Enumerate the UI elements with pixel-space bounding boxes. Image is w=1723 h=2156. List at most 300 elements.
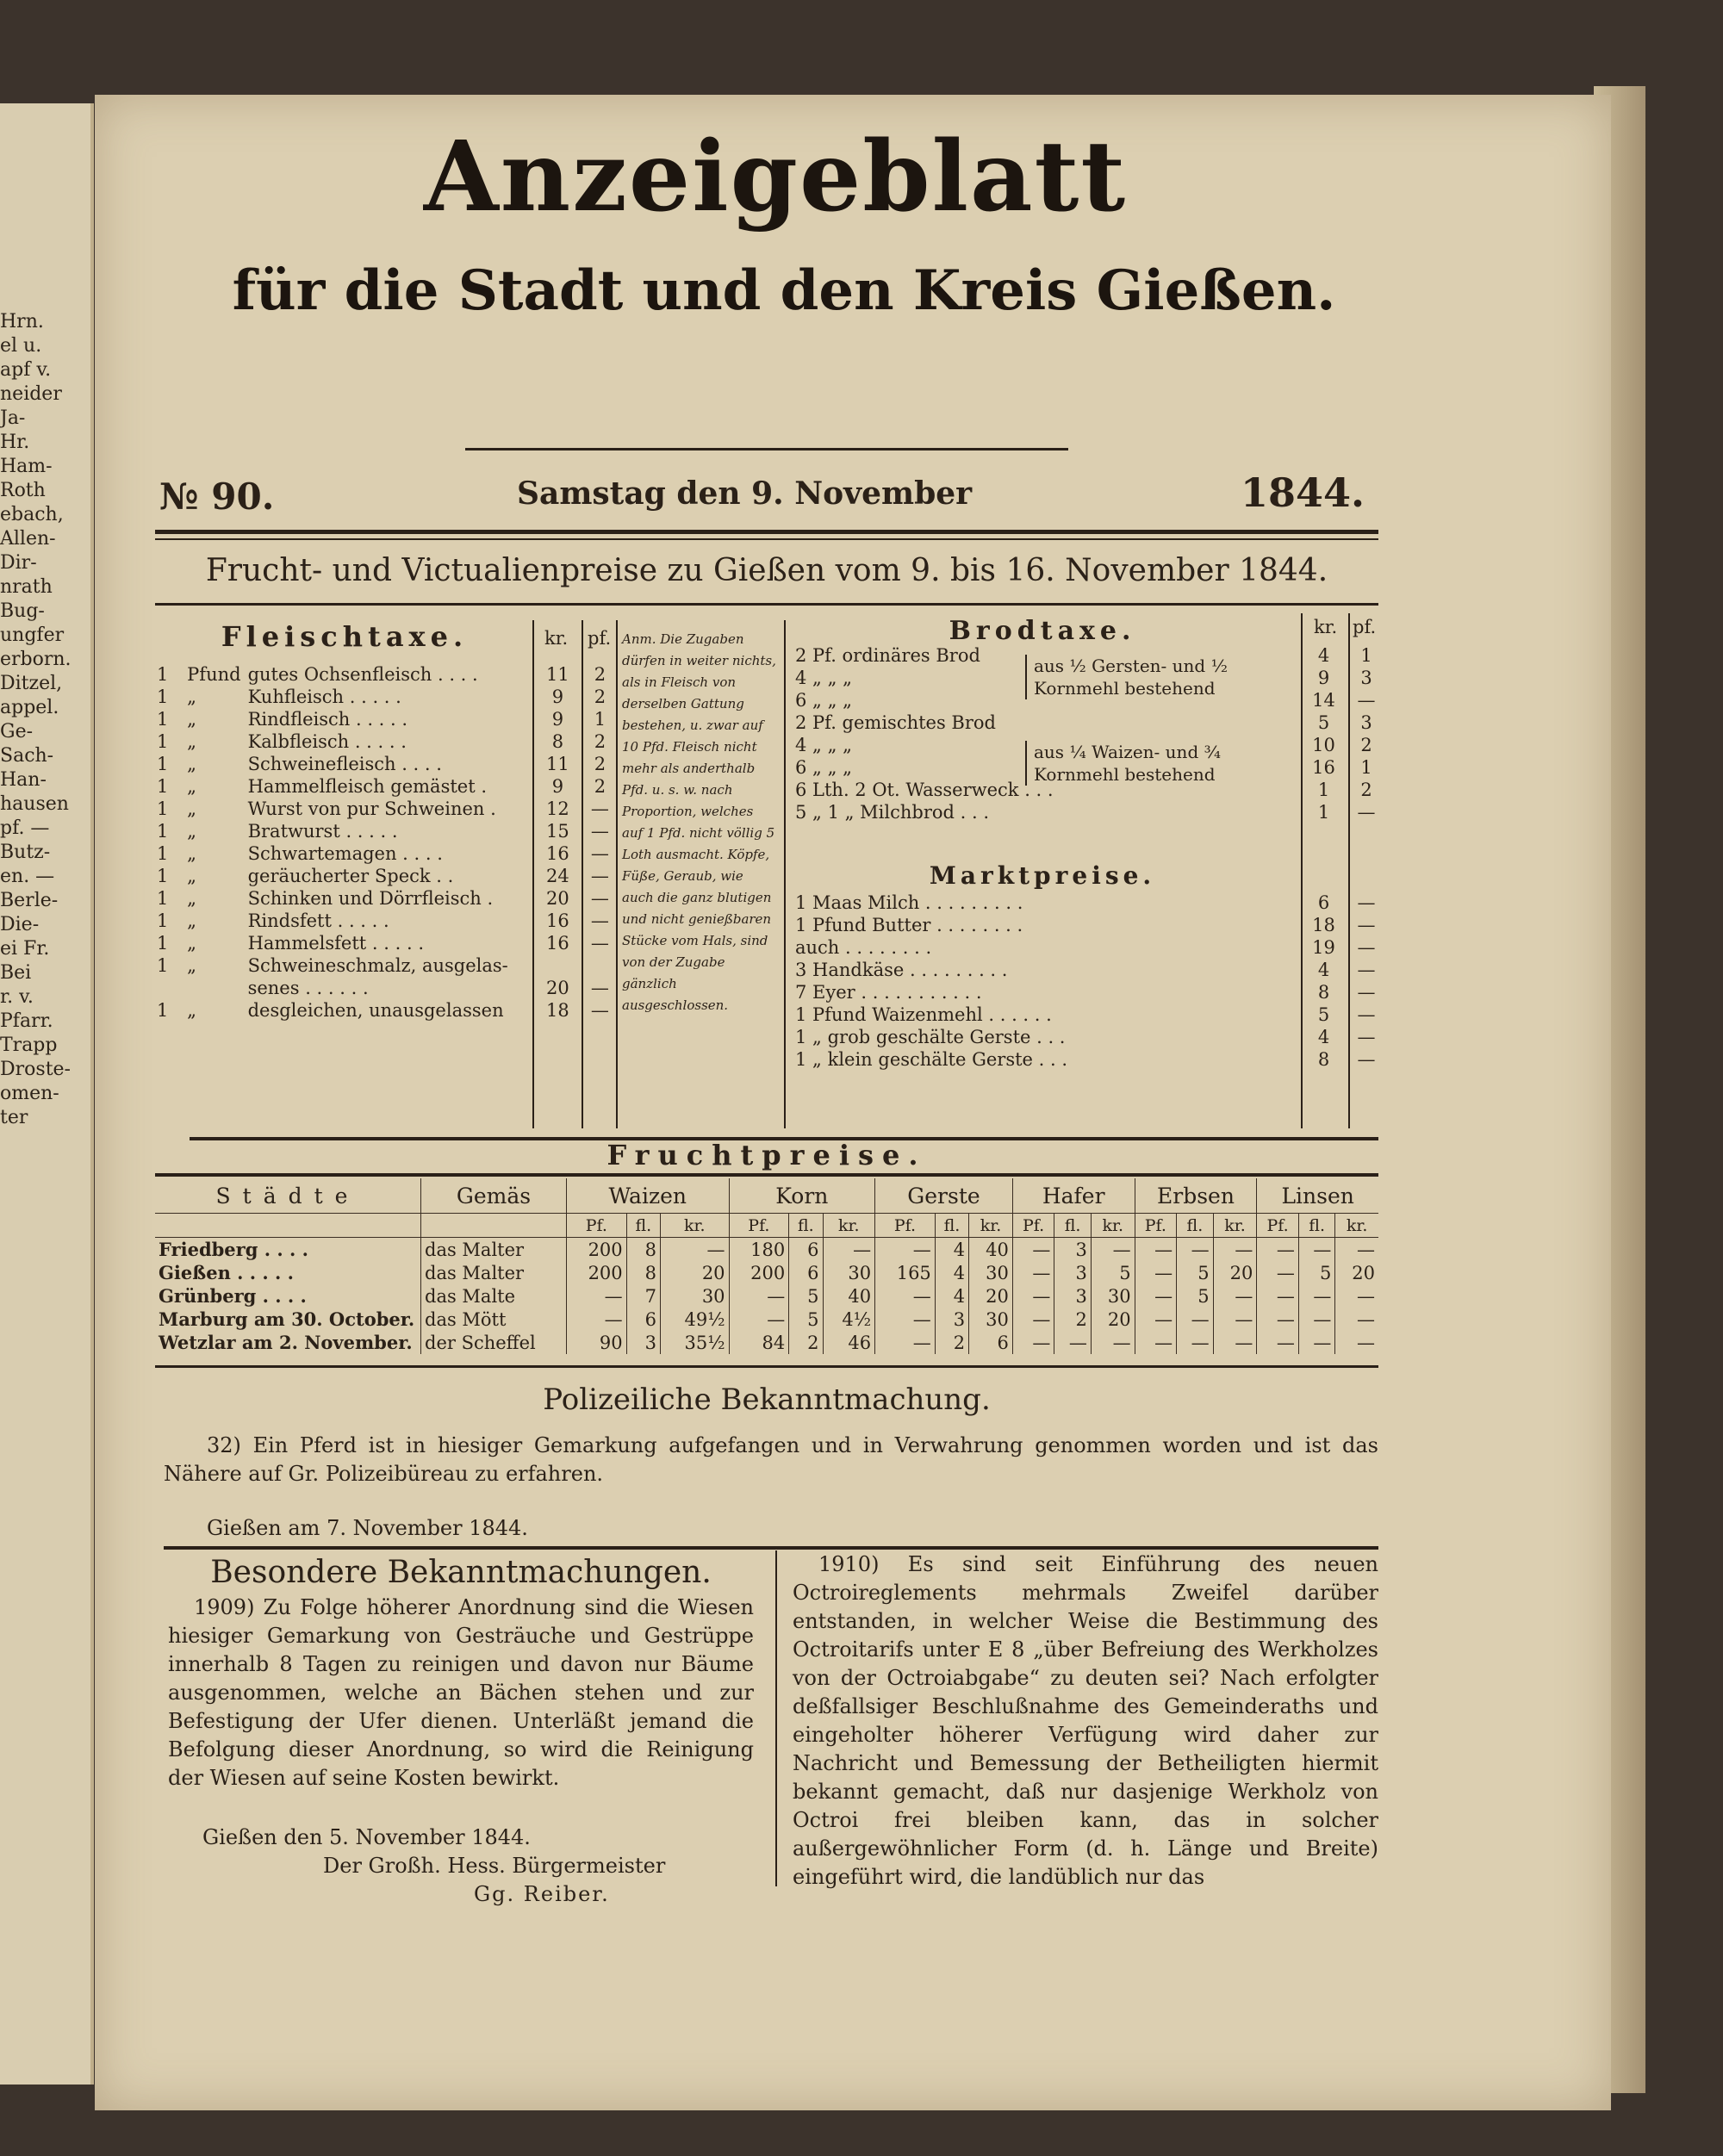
market-pf: — [1357,892,1376,913]
bread-label: 2 Pf. gemischtes Brod [795,712,996,733]
meat-unit: „ [187,731,197,752]
meat-item: Bratwurst . . . . . [247,821,398,842]
market-row [793,914,1383,936]
meat-unit: „ [187,687,197,707]
grain-value: 40 [823,1284,875,1308]
grain-value: 3 [935,1308,968,1331]
bread-label: 2 Pf. ordinäres Brod [795,645,980,666]
notice-1909-signature-title: Der Großh. Hess. Bürgermeister [323,1854,666,1878]
meat-note: Anm. Die Zugaben dürfen in weiter nichts, als in Fleisch von derselben Gattung bestehen, u. zwar auf 10 Pfd. Fleisch nicht mehr als anderthalb Pfd. u. s. w. nach Proportion, welches auf 1 Pfd. nicht völlig 5 Loth ausmacht. Köpfe, Füße, Geraub, wie auch die ganz blutigen und nicht genießbaren Stücke vom Hals, sind von der Zugabe gänzlich ausgeschlossen. [622,631,776,1013]
meat-pf: 2 [594,687,606,707]
grain-value: 5 [1177,1261,1214,1284]
grain-col-crop: Hafer [1012,1178,1135,1214]
meat-item: Rindsfett . . . . . [247,910,389,931]
meat-pf: — [590,933,609,954]
left-fragment-line: Allen- [0,528,56,550]
grain-value: — [875,1331,936,1354]
bread-row [793,711,1383,734]
special-heading: Besondere Bekanntmachungen. [210,1555,712,1590]
grain-value: 6 [626,1308,660,1331]
grain-unit-label: Pf. [1257,1214,1299,1238]
left-fragment-line: Berle- [0,890,59,911]
police-body: 32) Ein Pferd ist in hiesiger Gemarkung aufgefangen und in Verwahrung genommen worden und ist das Nähere auf Gr. Polizeibüreau zu erfahren. [164,1433,1378,1486]
grain-value: 200 [567,1238,627,1262]
grain-units-blank [421,1214,567,1238]
grain-col-crop: Waizen [567,1178,730,1214]
grain-value: — [1054,1331,1092,1354]
meat-kr: 16 [546,843,569,864]
grain-unit-label: fl. [1177,1214,1214,1238]
left-fragment-line: Bug- [0,600,45,622]
market-row [793,959,1383,981]
meat-kr: 11 [546,754,569,774]
grain-unit-label: fl. [789,1214,823,1238]
police-heading: Polizeiliche Bekanntmachung. [543,1382,991,1417]
meat-table [153,663,619,1022]
left-fragment-line: nrath [0,576,53,598]
bread-kr: 1 [1317,780,1330,800]
grain-unit-label: kr. [969,1214,1013,1238]
meat-unit: „ [187,754,197,774]
market-row [793,1026,1383,1048]
bread-pf: 1 [1360,645,1372,666]
grain-value: — [1257,1284,1299,1308]
meat-qty: 1 [157,910,169,931]
grain-value: 4 [935,1284,968,1308]
grain-table [155,1178,1378,1354]
meat-pf [582,954,619,977]
market-pf: — [1357,1049,1376,1070]
meat-item: Schweinefleisch . . . . [247,754,442,774]
grain-value: — [1335,1308,1378,1331]
grain-value: 2 [1054,1308,1092,1331]
grain-value: 2 [789,1331,823,1354]
grain-unit-label: kr. [1335,1214,1378,1238]
grain-measure: das Malter [421,1238,567,1262]
meat-qty: 1 [157,776,169,797]
grain-value: — [1213,1308,1257,1331]
market-heading: Marktpreise. [929,861,1156,890]
left-fragment-line: Trapp [0,1035,58,1056]
grain-value: — [1213,1284,1257,1308]
meat-unit: „ [187,776,197,797]
grain-measure: das Mött [421,1308,567,1331]
grain-value: 46 [823,1331,875,1354]
grain-value: — [1177,1331,1214,1354]
grain-city: Wetzlar am 2. November. [159,1332,413,1353]
grain-value: 20 [1213,1261,1257,1284]
grain-value: — [875,1308,936,1331]
grain-value: 2 [935,1331,968,1354]
grain-value: — [1091,1238,1135,1262]
market-kr: 5 [1317,1004,1330,1025]
meat-unit [183,977,244,999]
meat-row [153,842,619,865]
market-label: 3 Handkäse . . . . . . . . . [795,960,1008,980]
meat-row [153,999,619,1022]
header-rule [155,530,1378,534]
grain-heading: Fruchtpreise. [606,1139,927,1171]
grain-unit-label: fl. [1054,1214,1092,1238]
notice-1910: 1910) Es sind seit Einführung des neuen Octroireglements mehrmals Zweifel darüber entstanden, in welcher Weise die Bestimmung des Octroitarifs unter E 8 „über Befreiung des Werkholzes von der Octroiabgabe“ zu deuten sei? Nach erfolgter deßfallsiger Beschlußnahme des Gemeinderaths und eingeholter höherer Verfügung wird daher zur Nachricht und Bemessung der Betheiligten hiermit bekannt gemacht, daß nur dasjenige Werkholz von Octroi frei bleiben kann, das in solcher außergewöhnlicher Form (d. h. Länge und Breite) eingeführt wird, die landüblich nur das [793,1552,1378,1889]
bread-pf: 2 [1360,780,1372,800]
bread-label: 4 „ „ „ [795,668,853,688]
grain-measure: das Malte [421,1284,567,1308]
market-kr: 19 [1312,937,1335,958]
grain-value: — [729,1284,789,1308]
meat-pf: — [590,843,609,864]
bread-pf: — [1357,690,1376,711]
grain-unit-label: Pf. [1135,1214,1177,1238]
left-fragment-line: ungfer [0,624,65,646]
grain-value: — [1012,1308,1054,1331]
meat-kr: 11 [546,664,569,685]
bread-label: 4 „ „ „ [795,735,853,755]
left-fragment-line: el u. [0,335,42,357]
market-kr: 4 [1317,960,1330,980]
bread-kr: 16 [1312,757,1335,778]
market-label: 1 „ grob geschälte Gerste . . . [795,1027,1066,1047]
meat-kr: 24 [546,866,569,886]
grain-unit-label: Pf. [1012,1214,1054,1238]
meat-pf: — [590,798,609,819]
grain-value: 180 [729,1238,789,1262]
left-fragment-line: Sach- [0,745,54,767]
meat-unit: „ [187,933,197,954]
meat-kr: 15 [546,821,569,842]
grain-row [155,1331,1378,1354]
grain-measure: der Scheffel [421,1331,567,1354]
grain-value: — [1298,1308,1335,1331]
left-fragment-line: omen- [0,1083,59,1104]
prices-rule [155,603,1378,606]
grain-col-crop: Gerste [875,1178,1013,1214]
police-date: Gießen am 7. November 1844. [207,1516,528,1540]
grain-value: 6 [789,1238,823,1262]
meat-item: Hammelsfett . . . . . [247,933,424,954]
market-pf: — [1357,960,1376,980]
bread-kr: 10 [1312,735,1335,755]
meat-item: Schweineschmalz, ausgelas- [247,955,508,976]
meat-qty [153,977,183,999]
left-fragment-line: r. v. [0,986,34,1008]
bread-pf: 3 [1360,668,1372,688]
left-fragment-line: Roth [0,480,46,501]
meat-kr [534,954,582,977]
bread-pf: 1 [1360,757,1372,778]
bread-col-kr: kr. [1314,617,1338,637]
bread-label: 6 „ „ „ [795,690,853,711]
bread-kr: 14 [1312,690,1335,711]
grain-value: 4 [935,1238,968,1262]
grain-value: — [875,1284,936,1308]
meat-unit: Pfund [187,664,241,685]
grain-value: — [1012,1238,1054,1262]
bread-label: 6 „ „ „ [795,757,853,778]
meat-qty: 1 [157,843,169,864]
left-fragment-line: Ge- [0,721,34,742]
grain-measure: das Malter [421,1261,567,1284]
grain-city: Friedberg . . . . [159,1239,308,1260]
grain-value: — [875,1238,936,1262]
bread-kr: 1 [1317,802,1330,823]
grain-value: 30 [969,1308,1013,1331]
grain-value: — [1257,1238,1299,1262]
meat-row [153,708,619,730]
market-kr: 8 [1317,1049,1330,1070]
grain-value: 30 [660,1284,729,1308]
issue-date: Samstag den 9. November [517,475,973,512]
grain-value: 49½ [660,1308,729,1331]
grain-units-row [155,1214,1378,1238]
market-label: 7 Eyer . . . . . . . . . . . [795,982,982,1003]
grain-value: — [1012,1331,1054,1354]
grain-value: 90 [567,1331,627,1354]
grain-value: — [729,1308,789,1331]
grain-value: — [660,1238,729,1262]
grain-value: — [1298,1284,1335,1308]
meat-pf: — [590,910,609,931]
left-fragment-line: ei Fr. [0,938,50,960]
meat-item: Hammelfleisch gemästet . [247,776,488,797]
grain-value: 5 [789,1284,823,1308]
left-fragment-line: Bei [0,962,32,984]
meat-item: Kalbfleisch . . . . . [247,731,407,752]
market-label: auch . . . . . . . . [795,937,932,958]
bread-pf: 3 [1360,712,1372,733]
grain-value: 84 [729,1331,789,1354]
grain-value: — [1135,1261,1177,1284]
meat-row [153,954,619,977]
meat-unit: „ [187,955,197,976]
left-fragment-line: Han- [0,769,47,791]
bread-heading: Brodtaxe. [949,616,1136,646]
meat-item: Rindfleisch . . . . . [247,709,408,730]
left-fragment-line: ter [0,1107,28,1128]
meat-qty: 1 [157,754,169,774]
meat-item: gutes Ochsenfleisch . . . . [247,664,478,685]
left-page-fragments [0,310,72,1130]
grain-value: 30 [823,1261,875,1284]
left-fragment-line: neider [0,383,62,405]
left-fragment-line: erborn. [0,649,72,670]
meat-pf: — [590,821,609,842]
meat-kr: 9 [551,776,564,797]
meat-unit: „ [187,843,197,864]
bread-pf: 2 [1360,735,1372,755]
grain-value: 5 [1177,1284,1214,1308]
grain-value: — [1135,1308,1177,1331]
grain-value: — [1213,1331,1257,1354]
meat-row [153,730,619,753]
meat-row [153,663,619,686]
prices-heading: Frucht- und Victualienpreise zu Gießen vom 9. bis 16. November 1844. [205,553,1328,588]
grain-value: — [1257,1308,1299,1331]
grain-col-measure: Gemäs [421,1178,567,1214]
grain-value: — [1135,1331,1177,1354]
grain-value: — [823,1238,875,1262]
meat-qty: 1 [157,798,169,819]
grain-row [155,1238,1378,1262]
meat-row [153,977,619,999]
grain-value: — [1257,1261,1299,1284]
left-fragment-line: Ham- [0,456,53,477]
grain-value: 6 [969,1331,1013,1354]
left-fragment-line: en. — [0,866,55,887]
grain-value: 6 [789,1261,823,1284]
market-pf: — [1357,937,1376,958]
meat-heading: Fleischtaxe. [221,620,469,653]
grain-value: — [1012,1284,1054,1308]
grain-value: — [567,1308,627,1331]
meat-unit: „ [187,866,197,886]
grain-units-blank [155,1214,421,1238]
market-kr: 18 [1312,915,1335,935]
grain-city: Marburg am 30. October. [159,1308,415,1330]
meat-kr: 18 [546,1000,569,1021]
meat-item: geräucherter Speck . . [247,866,454,886]
market-row [793,1003,1383,1026]
meat-row [153,775,619,798]
grain-value: 4½ [823,1308,875,1331]
meat-pf: — [590,888,609,909]
meat-qty: 1 [157,821,169,842]
market-row [793,1048,1383,1071]
market-table [793,892,1383,1071]
meat-kr: 16 [546,933,569,954]
grain-value: 20 [1091,1308,1135,1331]
meat-pf: — [590,866,609,886]
grain-value: — [1335,1238,1378,1262]
grain-unit-label: kr. [823,1214,875,1238]
grain-value: 7 [626,1284,660,1308]
grain-value: 5 [1298,1261,1335,1284]
grain-value: — [1335,1331,1378,1354]
meat-pf: — [590,978,609,998]
market-label: 1 „ klein geschälte Gerste . . . [795,1049,1068,1070]
bread-kr: 9 [1317,668,1330,688]
market-pf: — [1357,1027,1376,1047]
meat-qty: 1 [157,888,169,909]
meat-col-kr: kr. [544,628,569,649]
market-kr: 8 [1317,982,1330,1003]
left-fragment-line: apf v. [0,359,52,381]
grain-value: 3 [1054,1238,1092,1262]
meat-qty: 1 [157,731,169,752]
market-kr: 6 [1317,892,1330,913]
notice-1909-signature-name: Gg. Reiber. [474,1882,610,1906]
bread-brace-1: aus ½ Gersten- und ½ Kornmehl bestehend [1025,655,1266,699]
grain-value: 3 [626,1331,660,1354]
meat-pf: — [590,1000,609,1021]
meat-item: Schinken und Dörrfleisch . [247,888,494,909]
grain-value: 20 [969,1284,1013,1308]
grain-value: 4 [935,1261,968,1284]
meat-qty: 1 [157,955,169,976]
bread-brace-2: aus ¼ Waizen- und ¾ Kornmehl bestehend [1025,741,1266,786]
grain-value: — [1177,1308,1214,1331]
meat-item: Schwartemagen . . . . [247,843,443,864]
grain-value: — [1012,1261,1054,1284]
meat-kr: 16 [546,910,569,931]
bread-kr: 4 [1317,645,1330,666]
left-fragment-line: ebach, [0,504,64,525]
grain-value: 5 [1091,1261,1135,1284]
grain-value: — [1135,1238,1177,1262]
bread-col-pf: pf. [1353,617,1377,637]
grain-value: 8 [626,1261,660,1284]
market-row [793,981,1383,1003]
market-pf: — [1357,915,1376,935]
grain-unit-label: fl. [935,1214,968,1238]
meat-qty: 1 [157,866,169,886]
grain-value: 35½ [660,1331,729,1354]
meat-unit: „ [187,1000,197,1021]
notice-1909-date: Gießen den 5. November 1844. [202,1825,531,1849]
meat-item: desgleichen, unausgelassen [247,1000,504,1021]
market-pf: — [1357,1004,1376,1025]
left-fragment-line: Hrn. [0,311,44,332]
left-fragment-line: Die- [0,914,40,935]
left-fragment-line: Butz- [0,842,51,863]
grain-value: 200 [729,1261,789,1284]
grain-value: 8 [626,1238,660,1262]
meat-unit: „ [187,709,197,730]
bread-label: 6 Lth. 2 Ot. Wasserweck . . . [795,780,1054,800]
market-label: 1 Maas Milch . . . . . . . . . [795,892,1023,913]
meat-qty: 1 [157,687,169,707]
bread-label: 5 „ 1 „ Milchbrod . . . [795,802,990,823]
grain-value: — [567,1284,627,1308]
meat-kr: 8 [551,731,564,752]
meat-pf: 2 [594,731,606,752]
grain-value: 20 [660,1261,729,1284]
market-pf: — [1357,982,1376,1003]
meat-pf: 2 [594,664,606,685]
grain-value: — [1298,1331,1335,1354]
left-fragment-line: Ditzel, [0,673,63,694]
meat-unit: „ [187,821,197,842]
grain-unit-label: Pf. [729,1214,789,1238]
grain-unit-label: kr. [1091,1214,1135,1238]
meat-unit: „ [187,910,197,931]
meat-qty: 1 [157,709,169,730]
meat-kr: 20 [546,888,569,909]
grain-row [155,1308,1378,1331]
grain-row [155,1284,1378,1308]
left-fragment-line: Dir- [0,552,37,574]
meat-kr: 9 [551,709,564,730]
market-row [793,892,1383,914]
meat-pf: 2 [594,776,606,797]
meat-pf: 2 [594,754,606,774]
left-fragment-line: appel. [0,697,59,718]
grain-city: Gießen . . . . . [159,1262,294,1283]
meat-pf: 1 [594,709,606,730]
left-fragment-line: Ja- [0,407,26,429]
left-fragment-line: pf. — [0,817,50,839]
meat-item: Wurst von pur Schweinen . [247,798,496,819]
grain-unit-label: fl. [1298,1214,1335,1238]
grain-value: — [1213,1238,1257,1262]
meat-item: senes . . . . . . [247,978,369,998]
grain-col-crop: Korn [729,1178,875,1214]
grain-unit-label: fl. [626,1214,660,1238]
grain-city: Grünberg . . . . [159,1285,307,1307]
meat-unit: „ [187,888,197,909]
meat-row [153,798,619,820]
meat-qty: 1 [157,1000,169,1021]
